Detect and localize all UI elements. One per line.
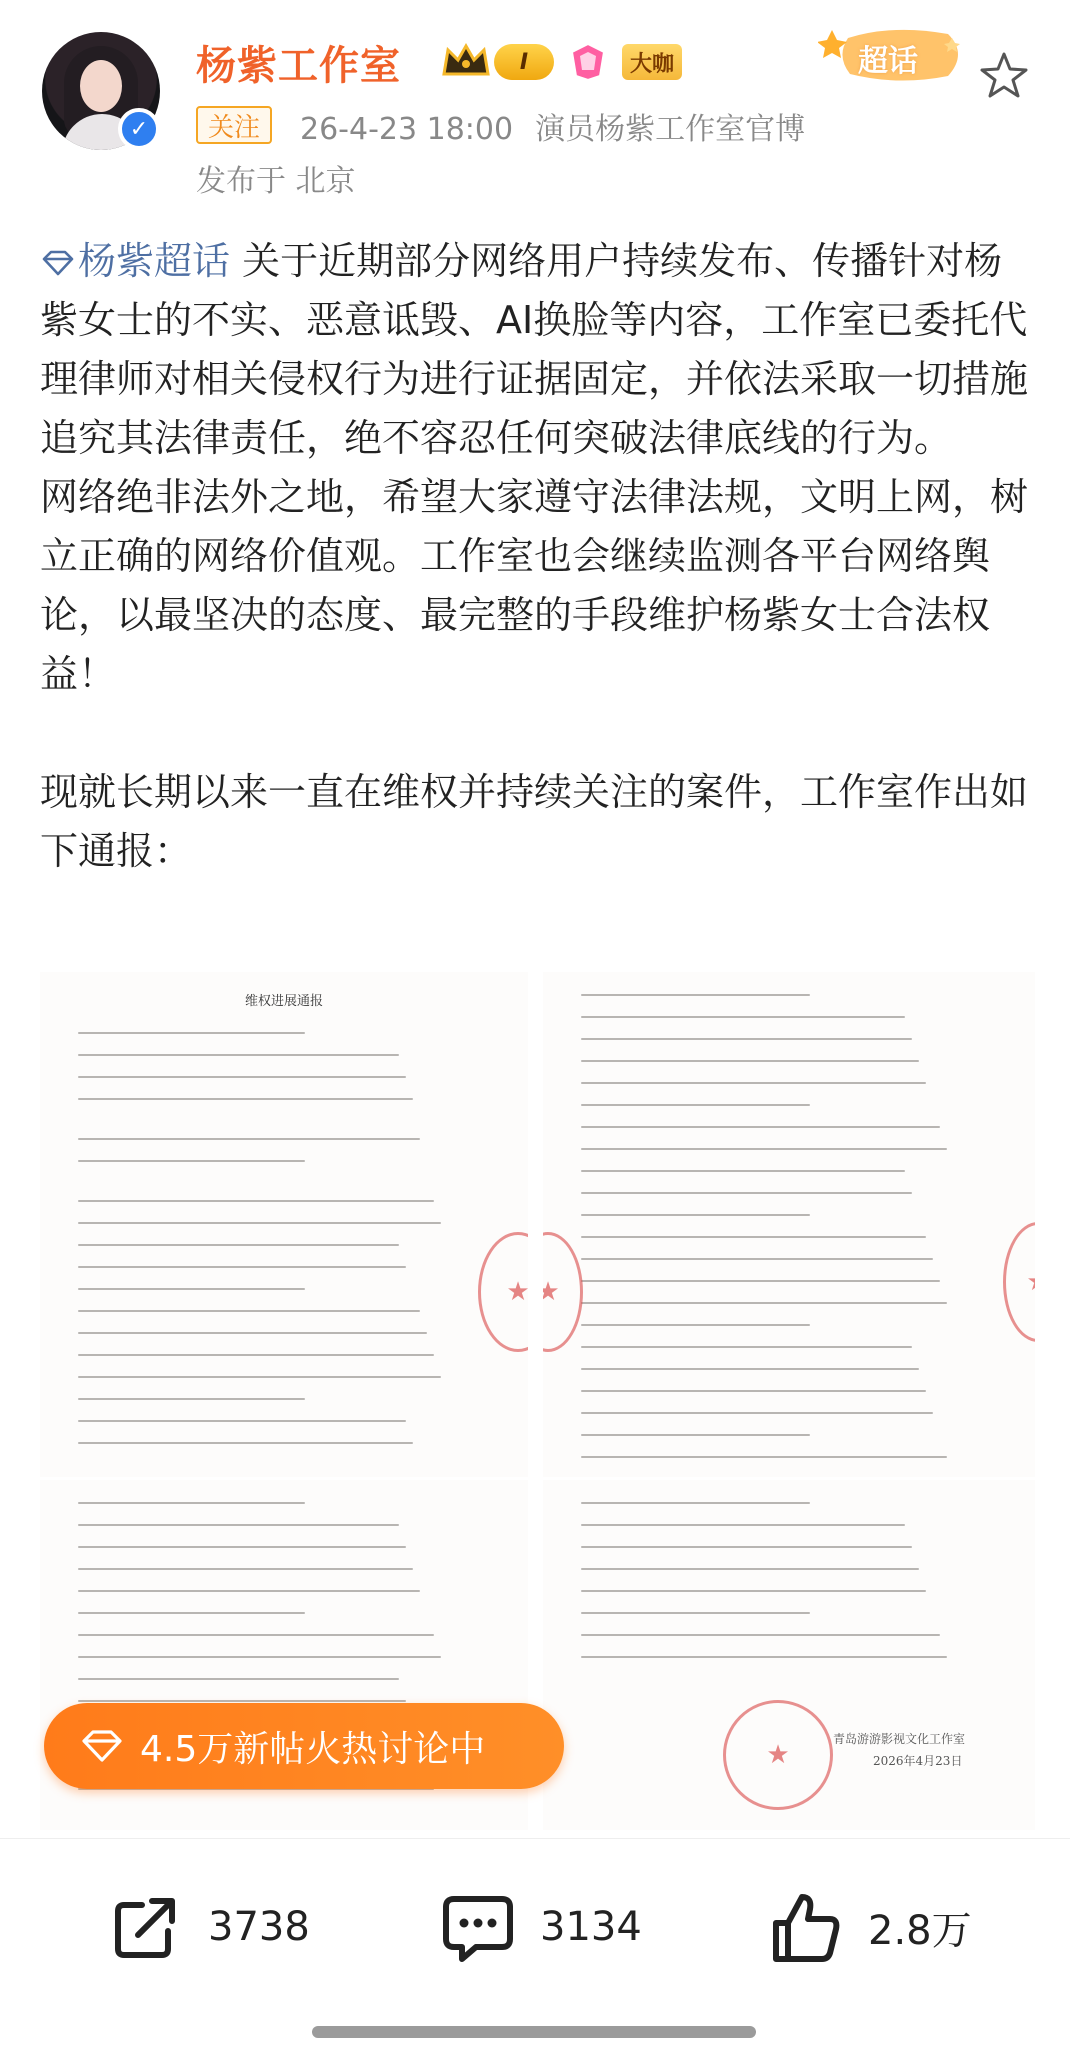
post-paragraph-1 [40,232,1035,468]
document-text-line [78,1700,406,1702]
document-text-line [581,1456,947,1458]
document-text-line [78,1160,305,1162]
document-text-line [581,1236,926,1238]
document-text-line [78,1590,420,1592]
document-text-line [78,1442,413,1444]
post-content [40,232,1035,881]
document-text-line [78,1420,406,1422]
document-text-line [581,1502,810,1504]
paragraph-1-text: 关于近期部分网络用户持续发布、传播针对杨紫女士的不实、恶意诋毁、AI换脸等内容，工作室已委托代理律师对相关侵权行为进行证据固定，并依法采取一切措施追究其法律责任，绝不容忍任何突破法律底线的行为。 [40,239,1029,460]
document-text-line [581,1656,947,1658]
document-text-line [78,1634,434,1636]
document-text-line [581,1434,810,1436]
like-count: 2.8万 [868,1907,972,1954]
document-text-line [78,1032,305,1034]
comment-icon [440,1889,516,1965]
author-name[interactable]: 杨紫工作室 [196,43,401,89]
document-signature: 青岛游游影视文化工作室 [833,1732,966,1746]
document-text-line [581,1368,919,1370]
follow-tag[interactable]: 关注 [196,106,272,144]
post-paragraph-3: 现就长期以来一直在维权并持续关注的案件，工作室作出如下通报： [40,770,1029,873]
post-timestamp: 26-4-23 18:00 [300,112,514,147]
document-text-line [581,1060,919,1062]
document-text-line [581,1412,933,1414]
like-button[interactable] [768,1887,972,1967]
document-text-line [581,1324,810,1326]
document-text-line [581,1590,926,1592]
document-image-grid[interactable] [40,972,1035,1830]
document-text-line [581,1568,919,1570]
diamond-icon [40,249,76,277]
favorite-star-icon[interactable] [978,50,1030,102]
share-count: 3738 [208,1904,310,1950]
topic-label: 杨紫超话 [78,239,231,283]
document-text-line [581,1524,905,1526]
post-location: 发布于 北京 [196,164,356,199]
document-text-line [581,1126,940,1128]
document-text-line [78,1546,406,1548]
home-indicator[interactable] [312,2026,756,2038]
document-text-line [78,1244,399,1246]
post-source: 演员杨紫工作室官博 [535,112,806,147]
red-seal-icon [543,1232,583,1352]
document-text-line [581,1546,912,1548]
document-text-line [78,1502,305,1504]
document-text-line [581,1390,926,1392]
post-header [0,0,1070,200]
hot-banner-text: 4.5万新帖火热讨论中 [140,1728,486,1770]
document-text-line [78,1656,441,1658]
document-text-line [78,1222,441,1224]
share-icon [108,1889,184,1965]
red-seal-icon [1003,1222,1035,1342]
document-text-line [581,1634,940,1636]
document-text-line [581,1192,912,1194]
comment-count: 3134 [540,1904,642,1950]
crown-icon [440,42,492,80]
document-text-line [78,1138,420,1140]
document-text-line [581,1016,905,1018]
level-badge[interactable]: I [494,44,554,80]
document-text-line [581,1258,933,1260]
document-date: 2026年4月23日 [873,1754,963,1768]
document-text-line [78,1678,399,1680]
document-text-line [581,1170,905,1172]
chaohua-badge[interactable] [818,24,968,86]
document-text-line [78,1200,434,1202]
chaohua-badge-label: 超话 [858,44,918,79]
document-text-line [581,1148,947,1150]
document-text-line [581,1612,810,1614]
document-text-line [581,1214,810,1216]
document-text-line [581,1104,810,1106]
document-text-line [78,1376,441,1378]
document-text-line [78,1310,420,1312]
document-text-line [78,1332,427,1334]
document-title: 维权进展通报 [244,994,323,1009]
document-text-line [581,1280,940,1282]
document-text-line [78,1398,305,1400]
document-text-line [78,1266,406,1268]
red-seal-icon [478,1232,528,1352]
comment-button[interactable] [440,1887,642,1967]
document-text-line [78,1354,434,1356]
daka-badge[interactable]: 大咖 [622,44,682,80]
action-bar [0,1838,1070,2008]
document-text-line [78,1524,399,1526]
thumbs-up-icon [768,1889,844,1965]
document-text-line [78,1568,413,1570]
document-image-1[interactable] [40,972,528,1477]
document-image-4[interactable] [543,1480,1035,1830]
diamond-icon [80,1729,124,1763]
document-text-line [581,994,810,996]
document-text-line [78,1288,305,1290]
red-seal-icon [723,1700,833,1810]
document-text-line [78,1054,399,1056]
document-text-line [581,1346,912,1348]
post-meta [300,104,805,148]
document-text-line [78,1098,413,1100]
document-image-2[interactable] [543,972,1035,1477]
post-paragraph-2: 网络绝非法外之地，希望大家遵守法律法规，文明上网，树立正确的网络价值观。工作室也会继续监测各平台网络舆论，以最坚决的态度、最完整的手段维护杨紫女士合法权益！ [40,475,1029,696]
document-text-line [78,1612,305,1614]
share-button[interactable] [108,1887,310,1967]
topic-link[interactable] [40,239,230,283]
fan-badge-icon [566,42,610,82]
document-text-line [581,1082,926,1084]
hot-discussion-banner[interactable] [44,1703,564,1789]
document-text-line [581,1302,947,1304]
verified-icon: ✓ [118,108,160,150]
document-text-line [581,1038,912,1040]
document-text-line [78,1076,406,1078]
